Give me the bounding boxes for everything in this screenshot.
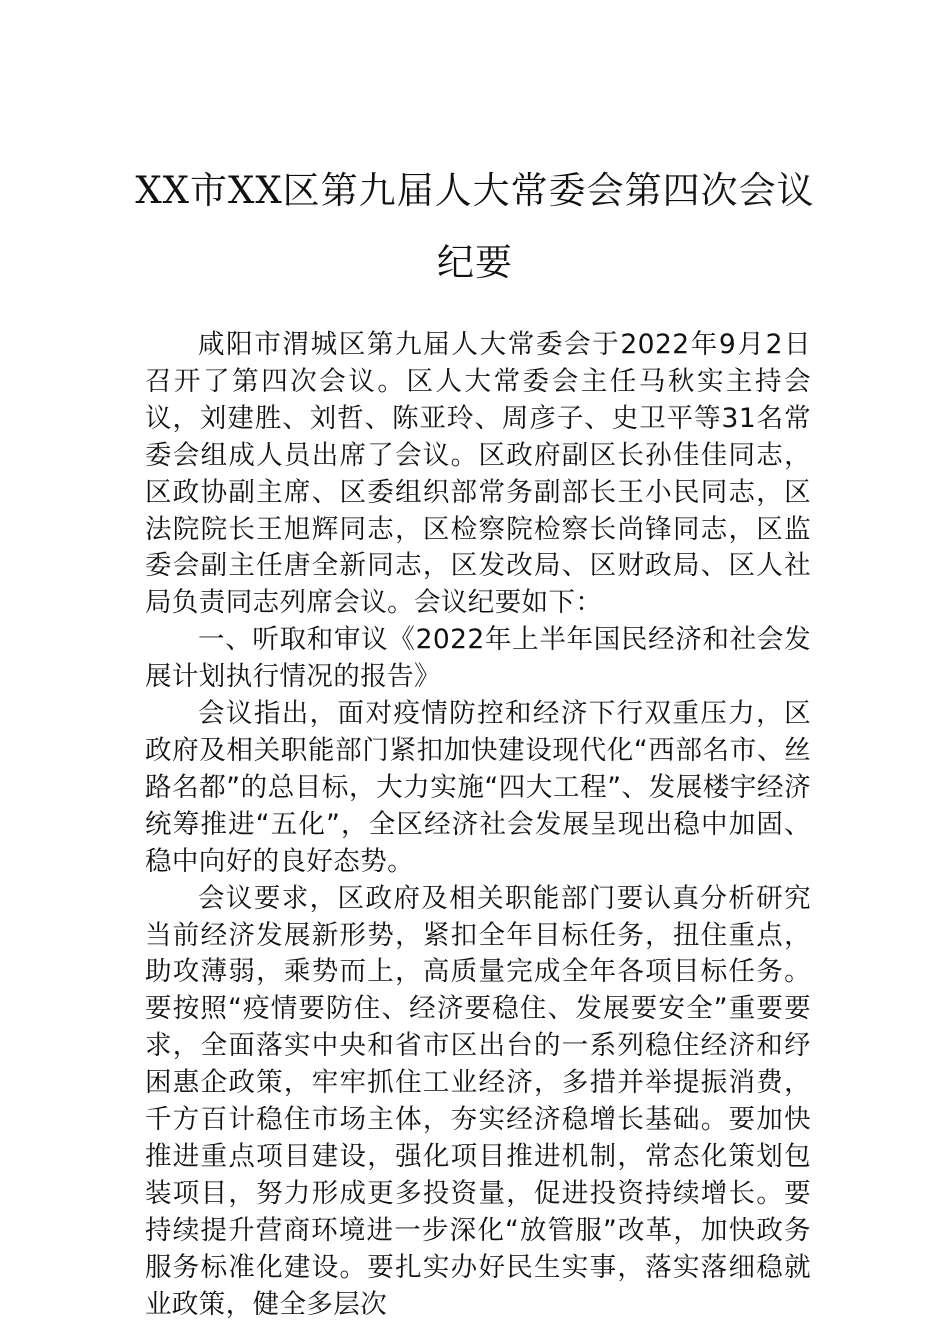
- title-line-2: 纪要: [437, 241, 513, 284]
- title-line-1: XX市XX区第九届人大常委会第四次会议: [135, 169, 815, 212]
- document-title: [120, 155, 830, 299]
- paragraph-meeting-required: 会议要求，区政府及相关职能部门要认真分析研究当前经济发展新形势，紧扣全年目标任务，扭住重点，助攻薄弱，乘势而上，高质量完成全年各项目标任务。要按照“疫情要防住、经济要稳住、发展要安全”重要要求，全面落实中央和省市区出台的一系列稳住经济和纾困惠企政策，牢牢抓住工业经济，多措并举提振消费，千方百计稳住市场主体，夯实经济稳增长基础。要加快推进重点项目建设，强化项目推进机制，常态化策划包装项目，努力形成更多投资量，促进投资持续增长。要持续提升营商环境进一步深化“放管服”改革，加快政务服务标准化建设。要扎实办好民生实事，落实落细稳就业政策，健全多层次: [145, 882, 811, 1320]
- section-heading-1: 一、听取和审议《2022年上半年国民经济和社会发展计划执行情况的报告》: [145, 624, 811, 693]
- document-body: [145, 327, 811, 1323]
- paragraph-meeting-noted: 会议指出，面对疫情防控和经济下行双重压力，区政府及相关职能部门紧扣加快建设现代化“西部名市、丝路名都”的总目标，大力实施“四大工程”、发展楼宇经济统筹推进“五化”，全区经济社会发展呈现出稳中加固、稳中向好的良好态势。: [145, 698, 811, 877]
- paragraph-attendance: 咸阳市渭城区第九届人大常委会于2022年9月2日召开了第四次会议。区人大常委会主任马秋实主持会议，刘建胜、刘哲、陈亚玲、周彦子、史卫平等31名常委会组成人员出席了会议。区政府副区长孙佳佳同志，区政协副主席、区委组织部常务副部长王小民同志，区法院院长王旭辉同志，区检察院检察长尚锋同志，区监委会副主任唐全新同志，区发改局、区财政局、区人社局负责同志列席会议。会议纪要如下：: [145, 329, 811, 619]
